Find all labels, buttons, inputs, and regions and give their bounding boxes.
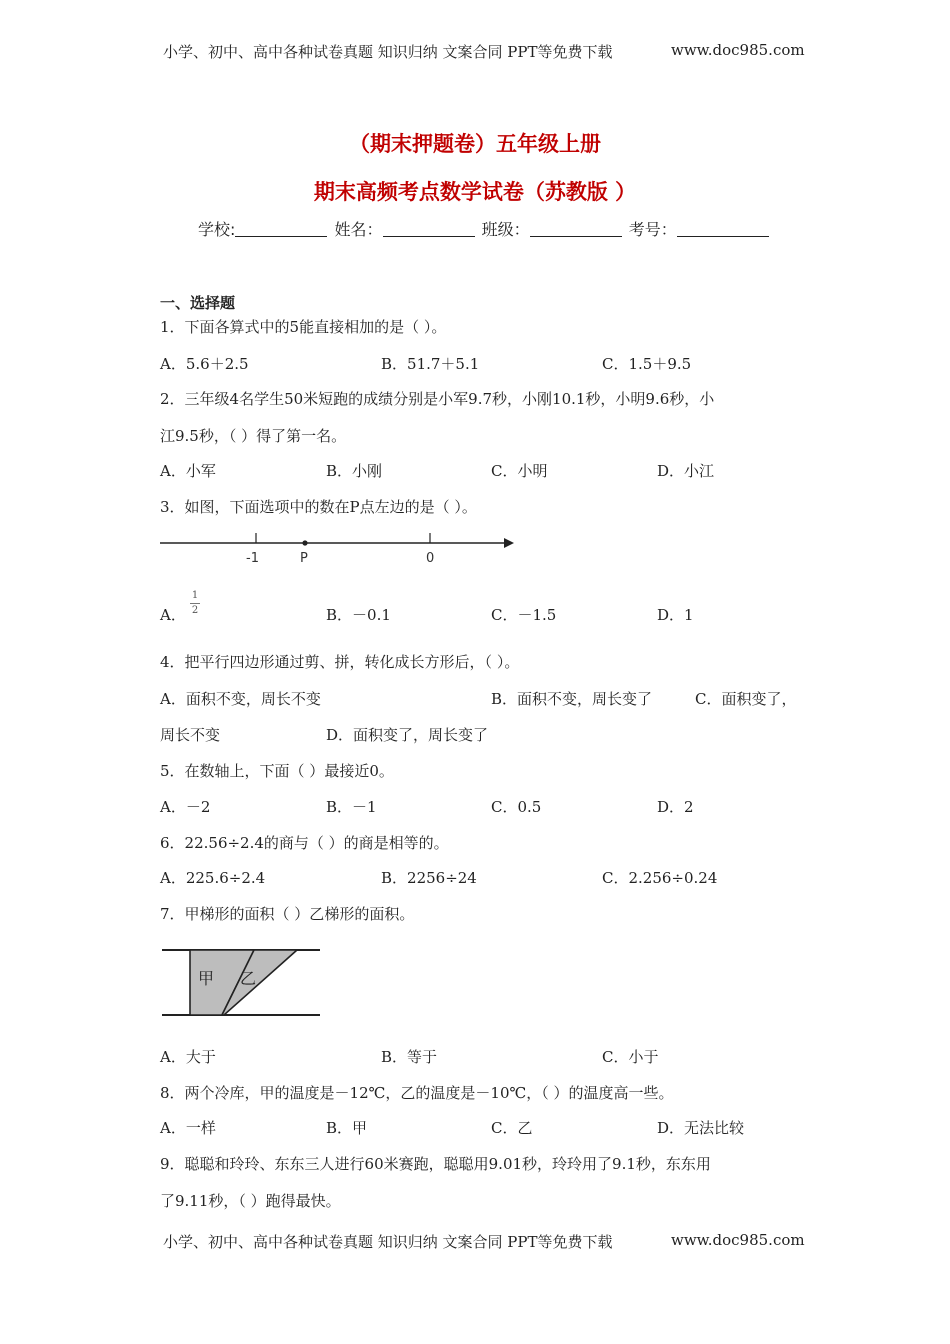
name-label: 姓名： [334,220,383,239]
q4-option-a: A．面积不变，周长不变 [160,690,321,708]
question-9-line-1: 9．聪聪和玲玲、东东三人进行60米赛跑，聪聪用9.01秒，玲玲用了9.1秒，东东用 [160,1155,711,1173]
q2-option-d: D．小江 [657,462,715,480]
q5-option-d: D．2 [657,798,694,816]
q4-option-c: C．面积变了， [695,690,797,708]
header-promo-text: 小学、初中、高中各种试卷真题 知识归纳 文案合同 PPT等免费下载 [163,43,613,61]
q8-option-d: D．无法比较 [657,1119,745,1137]
section-heading: 一、选择题 [160,294,236,312]
number-blank [677,222,769,237]
fraction-numerator: 1 [191,590,199,601]
q4-option-b: B．面积不变，周长变了 [491,690,653,708]
number-line-figure [158,525,520,570]
q6-option-b: B．2256÷24 [381,869,477,887]
class-blank [530,222,622,237]
question-2-line-1: 2．三年级4名学生50米短跑的成绩分别是小军9.7秒，小刚10.1秒，小明9.6秒，小 [160,390,715,408]
fraction-bar [190,603,200,604]
fraction-denominator: 2 [191,605,199,616]
q5-option-c: C．0.5 [491,798,542,816]
q6-option-c: C．2.256÷0.24 [602,869,718,887]
q6-option-a: A．225.6÷2.4 [160,869,266,887]
question-4: 4．把平行四边形通过剪、拼，转化成长方形后，（ ）。 [160,653,520,671]
q1-option-a: A．5.6＋2.5 [160,355,249,373]
label-zero: 0 [426,551,435,566]
q2-option-c: C．小明 [491,462,548,480]
q8-option-b: B．甲 [326,1119,368,1137]
number-line-arrow [504,538,514,548]
q3-option-d: D．1 [657,606,694,624]
student-info-line [198,217,771,240]
q2-option-a: A．小军 [160,462,216,480]
exam-subtitle: 期末高频考点数学试卷（苏教版 ） [313,180,637,204]
class-label: 班级： [481,220,530,239]
label-p: P [300,551,308,566]
q5-option-a: A．－2 [160,798,211,816]
exam-title: （期末押题卷）五年级上册 [349,132,601,156]
question-8: 8．两个冷库，甲的温度是－12℃，乙的温度是－10℃，（ ）的温度高一些。 [160,1084,674,1102]
q7-option-b: B．等于 [381,1048,438,1066]
question-9-line-2: 了9.11秒，（ ）跑得最快。 [160,1192,341,1210]
question-7: 7．甲梯形的面积（ ）乙梯形的面积。 [160,905,415,923]
question-2-line-2: 江9.5秒，（ ）得了第一名。 [160,427,347,445]
point-p-dot [302,540,307,545]
q1-option-b: B．51.7＋5.1 [381,355,480,373]
header-website: www.doc985.com [671,41,805,59]
question-3: 3．如图，下面选项中的数在P点左边的是（ ）。 [160,498,477,516]
q8-option-c: C．乙 [491,1119,533,1137]
q4-option-c-continued: 周长不变 [160,726,221,744]
trapezoid-figure [160,940,325,1024]
q3-option-a: A． [160,606,186,624]
question-5: 5．在数轴上，下面（ ）最接近0。 [160,762,394,780]
q4-option-d: D．面积变了，周长变了 [326,726,489,744]
q7-option-a: A．大于 [160,1048,216,1066]
q1-option-c: C．1.5＋9.5 [602,355,692,373]
school-blank [235,222,327,237]
q3-option-b: B．－0.1 [326,606,391,624]
label-minus-one: -1 [246,551,259,566]
q8-option-a: A．一样 [160,1119,216,1137]
q2-option-b: B．小刚 [326,462,383,480]
question-6: 6．22.56÷2.4的商与（ ）的商是相等的。 [160,834,449,852]
label-jia: 甲 [198,969,215,988]
number-label: 考号： [628,220,677,239]
school-label: 学校: [198,220,236,239]
q5-option-b: B．－1 [326,798,377,816]
q7-option-c: C．小于 [602,1048,659,1066]
q3-option-c: C．－1.5 [491,606,557,624]
footer-website: www.doc985.com [671,1231,805,1249]
question-1: 1．下面各算式中的5能直接相加的是（ ）。 [160,318,447,336]
name-blank [383,222,475,237]
footer-promo-text: 小学、初中、高中各种试卷真题 知识归纳 文案合同 PPT等免费下载 [163,1233,613,1251]
q3-fraction [190,590,200,617]
label-yi: 乙 [240,969,257,988]
